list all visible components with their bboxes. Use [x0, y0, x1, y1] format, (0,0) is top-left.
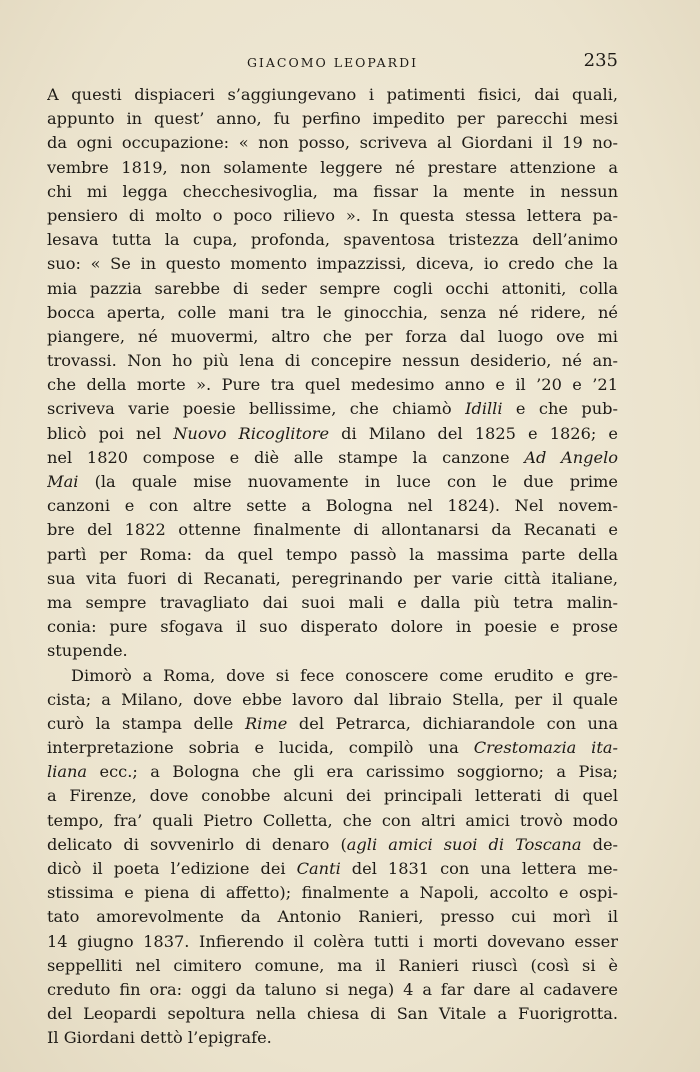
text-line: tempo, fra’ quali Pietro Colletta, che con altri amici trovò modo — [47, 810, 618, 830]
text-line: chi mi legga checchesivoglia, ma fissar la mente in nessun — [47, 181, 618, 201]
text-line: canzoni e con altre sette a Bologna nel 1824). Nel novem- — [47, 496, 618, 516]
text-line: Mai (la quale mise nuovamente in luce con le due prime — [47, 472, 618, 491]
text-line: delicato di sovvenirlo di denaro (agli amici suoi di Toscana de- — [47, 834, 618, 854]
paragraph-2 — [47, 664, 618, 1051]
text-line: A questi dispiaceri s’aggiungevano i patimenti fisici, dai quali, — [47, 85, 618, 104]
text-line: bocca aperta, colle mani tra le ginocchia, senza né ridere, né — [47, 302, 618, 322]
text-line: da ogni occupazione: « non posso, scriveva al Giordani il 19 no- — [47, 133, 618, 153]
text-line: suo: « Se in questo momento impazzissi, diceva, io credo che la — [47, 254, 618, 274]
text-line: lesava tutta la cupa, profonda, spaventosa tristezza dell’animo — [47, 230, 618, 250]
text-line: curò la stampa delle Rime del Petrarca, dichiarandole con una — [47, 713, 618, 733]
text-line: Dimorò a Roma, dove si fece conoscere come erudito e gre- — [71, 665, 618, 685]
text-line: 14 giugno 1837. Infierendo il colèra tutti i morti dovevano esser — [47, 931, 618, 951]
paragraph-1 — [47, 83, 618, 664]
text-line: seppelliti nel cimitero comune, ma il Ranieri riuscì (così si è — [47, 955, 618, 975]
text-line: stupende. — [47, 641, 128, 661]
text-line: blicò poi nel Nuovo Ricoglitore di Milano del 1825 e 1826; e — [47, 423, 618, 443]
text-line: bre del 1822 ottenne finalmente di allontanarsi da Recanati e — [47, 520, 618, 540]
text-line: dicò il poeta l’edizione dei Canti del 1831 con una lettera me- — [47, 859, 618, 878]
page-number: 235 — [583, 50, 618, 71]
text-line: interpretazione sobria e lucida, compilò una Crestomazia ita- — [47, 738, 618, 758]
text-line: del Leopardi sepoltura nella chiesa di San Vitale a Fuorigrotta. — [47, 1004, 618, 1024]
running-title: GIACOMO LEOPARDI — [246, 55, 419, 70]
text-line: cista; a Milano, dove ebbe lavoro dal libraio Stella, per il quale — [47, 689, 618, 709]
text-line: stissima e piena di affetto); finalmente a Napoli, accolto e ospi- — [47, 883, 618, 903]
text-line: a Firenze, dove conobbe alcuni dei principali letterati di quel — [47, 786, 618, 806]
text-line: piangere, né muovermi, altro che per forza dal luogo ove mi — [47, 326, 618, 346]
text-line: creduto fin ora: oggi da taluno si nega) 4 a far dare al cadavere — [47, 979, 618, 999]
text-line: ma sempre travagliato dai suoi mali e dalla più tetra malin- — [47, 592, 618, 612]
text-line: scriveva varie poesie bellissime, che chiamò Idilli e che pub- — [47, 399, 618, 419]
body-text — [47, 83, 618, 1051]
text-line: trovassi. Non ho più lena di concepire nessun desiderio, né an- — [47, 351, 618, 371]
text-line: Il Giordani dettò l’epigrafe. — [47, 1028, 272, 1048]
text-line: vembre 1819, non solamente leggere né prestare attenzione a — [47, 157, 618, 177]
running-head — [47, 50, 618, 72]
text-line: appunto in quest’ anno, fu perfino impedito per parecchi mesi — [47, 109, 618, 129]
text-line: mia pazzia sarebbe di seder sempre cogli occhi attoniti, colla — [47, 278, 618, 298]
text-line: sua vita fuori di Recanati, peregrinando per varie città italiane, — [47, 568, 618, 588]
text-line: tato amorevolmente da Antonio Ranieri, presso cui morì il — [47, 907, 618, 927]
text-line: pensiero di molto o poco rilievo ». In questa stessa lettera pa- — [47, 205, 618, 225]
text-line: conia: pure sfogava il suo disperato dolore in poesie e prose — [47, 617, 618, 637]
text-line: che della morte ». Pure tra quel medesimo anno e il ’20 e ’21 — [47, 375, 618, 395]
text-line: liana ecc.; a Bologna che gli era carissimo soggiorno; a Pisa; — [47, 762, 618, 782]
text-line: nel 1820 compose e diè alle stampe la canzone Ad Angelo — [47, 447, 618, 467]
text-line: partì per Roma: da quel tempo passò la massima parte della — [47, 544, 618, 564]
